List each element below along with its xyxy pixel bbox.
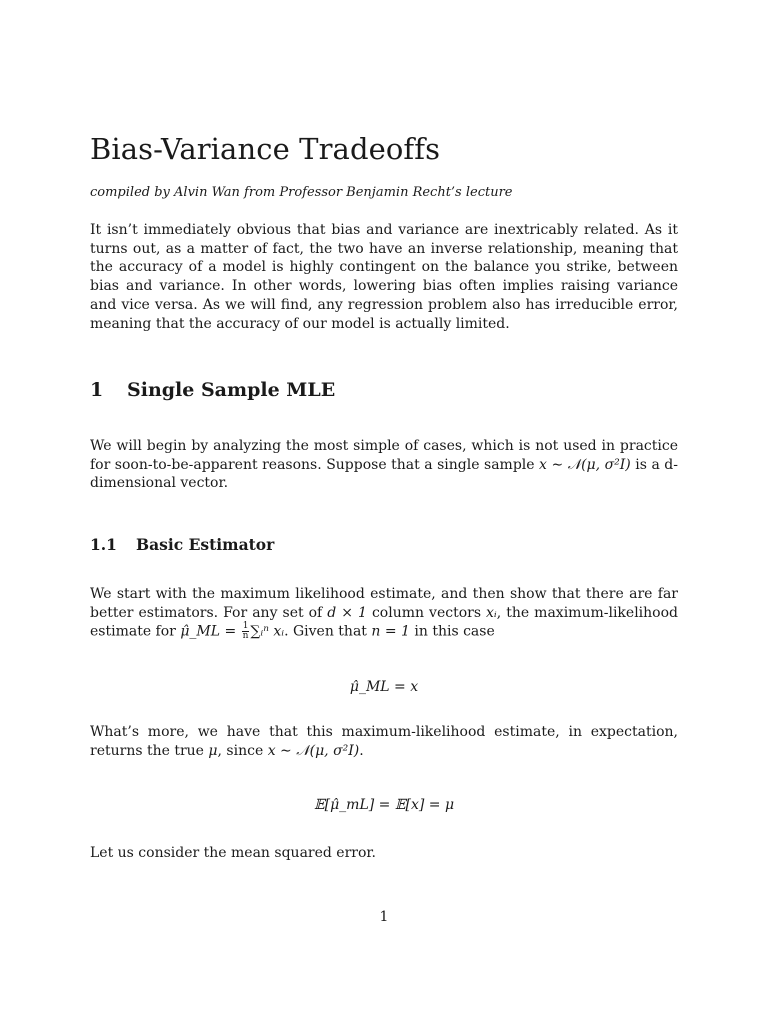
subsection-heading	[90, 535, 274, 554]
text-run: .	[359, 742, 364, 759]
subsection-title: Basic Estimator	[136, 535, 275, 554]
fraction-denominator: n	[242, 631, 249, 642]
text-run: We will begin by analyzing the most simple of cases, which is not used in practice for soon-to-be-apparent reasons. Suppose that a single sample	[90, 438, 678, 473]
subsection-paragraph-3: Let us consider the mean squared error.	[90, 845, 377, 861]
inline-math: μ̂_ML =	[180, 623, 241, 640]
inline-math: n = 1	[371, 623, 410, 640]
document-subtitle: compiled by Alvin Wan from Professor Benjamin Recht’s lecture	[90, 185, 513, 200]
subsection-paragraph-1	[90, 585, 678, 642]
inline-math: μ	[208, 742, 218, 759]
text-run: is a d-dimensional vector.	[90, 456, 678, 492]
inline-math: d × 1	[327, 604, 367, 621]
subsection-paragraph-2	[90, 723, 678, 760]
fraction	[242, 622, 250, 641]
text-run: . Given that	[284, 623, 372, 640]
text-run: in this case	[409, 623, 495, 640]
section-paragraph	[90, 437, 678, 493]
text-run: What’s more, we have that this maximum-likelihood estimate, in expectation, returns the true	[90, 724, 678, 759]
intro-paragraph: It isn’t immediately obvious that bias and variance are inextricably related. As it turns out, as a matter of fact, the two have an inverse relationship, meaning that the accuracy of a model is highly contingent on the balance you strike, between bias and variance. In other words, lowering bias often implies raising variance and vice versa. As we will find, any regression problem also has irreducible error, meaning that the accuracy of our model is actually limited.	[90, 222, 678, 332]
page-number: 1	[379, 909, 389, 925]
inline-math: x ∼ 𝒩(μ, σ²I)	[267, 742, 360, 759]
text-run: We start with the maximum likelihood estimate, and then show that there are far better estimators. For any set of	[90, 586, 678, 621]
display-equation-1: μ̂_ML = x	[349, 679, 419, 695]
inline-math: x ∼ 𝒩(μ, σ²I)	[539, 456, 631, 473]
section-title: Single Sample MLE	[127, 379, 336, 401]
fraction-numerator: 1	[242, 621, 249, 632]
section-heading	[90, 379, 335, 401]
document-title: Bias-Variance Tradeoffs	[90, 132, 441, 166]
section-number: 1	[90, 379, 104, 401]
text-run: , since	[217, 742, 268, 759]
display-equation-2: 𝔼[μ̂_mL] = 𝔼[x] = μ	[313, 797, 455, 813]
subsection-number: 1.1	[90, 535, 117, 554]
inline-math: ∑ᵢⁿ xᵢ	[250, 623, 285, 640]
text-run: , the maximum-likelihood estimate for	[90, 604, 678, 640]
text-run: column vectors	[366, 604, 487, 621]
inline-math: xᵢ	[486, 604, 497, 621]
